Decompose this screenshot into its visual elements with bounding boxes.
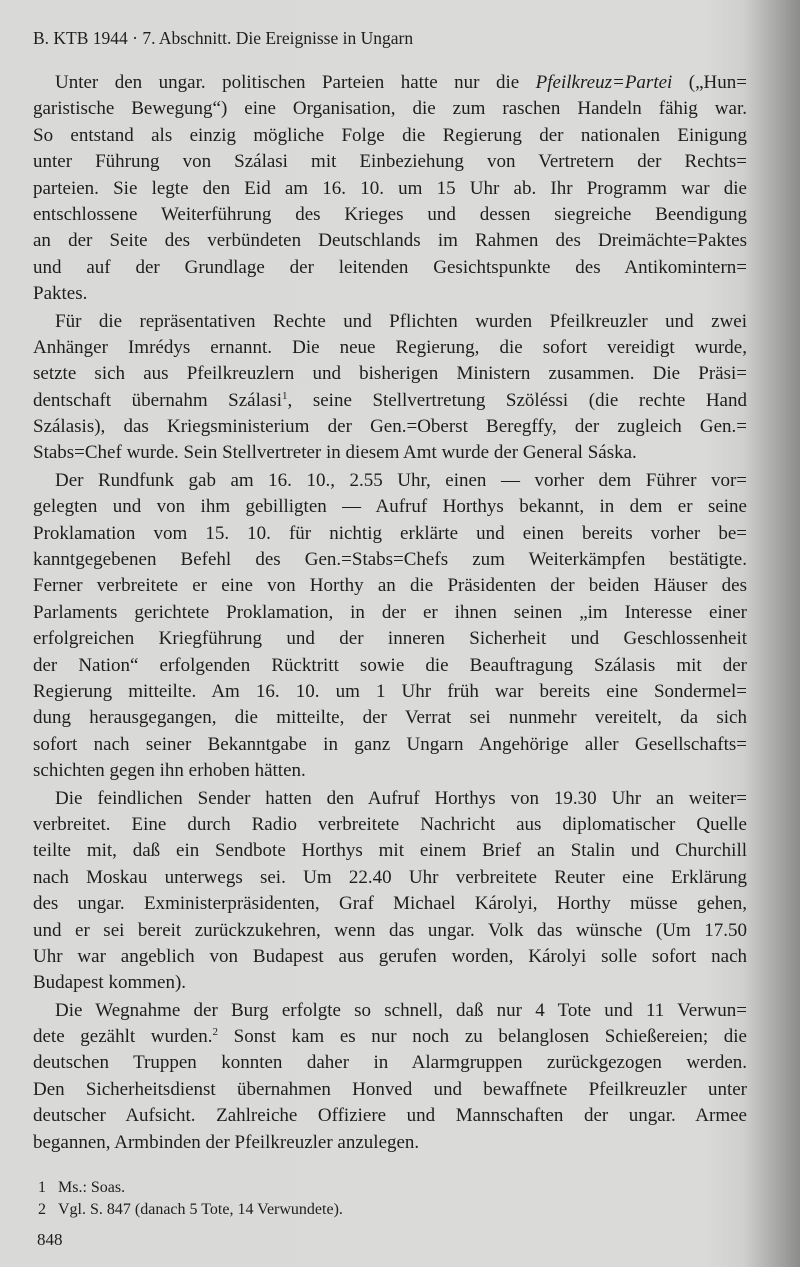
text-line [33, 388, 747, 414]
footnote [38, 1177, 343, 1199]
text-line: der Nation“ erfolgenden Rücktritt sowie die Beauftragung Szálasis mit der [33, 654, 747, 676]
text-segment: dentschaft übernahm Szálasi [33, 389, 283, 411]
text-line [33, 1024, 747, 1050]
text-segment: Unter den ungar. politischen Parteien hatte nur die [55, 72, 536, 93]
text-line: Der Rundfunk gab am 16. 10., 2.55 Uhr, einen — vorher dem Führer vor= [55, 469, 747, 491]
text-line: verbreitet. Eine durch Radio verbreitete Nachricht aus diplomatischer Quelle [33, 813, 747, 835]
text-line: entschlossene Weiterführung des Krieges und dessen siegreiche Beendigung [33, 203, 747, 225]
footnote-reference: 2 [212, 1026, 218, 1039]
text-line: Budapest kommen). [33, 972, 187, 994]
text-segment: („Hun= [672, 72, 747, 93]
text-line: teilte mit, daß ein Sendbote Horthys mit einem Brief an Stalin und Churchill [33, 840, 747, 862]
footnote-number: 2 [38, 1201, 46, 1218]
text-line: Ferner verbreitete er eine von Horthy an die Präsidenten der beiden Häuser des [33, 575, 747, 597]
paragraph [33, 786, 747, 997]
text-line: So entstand als einzig mögliche Folge die Regierung der nationalen Einigung [33, 124, 747, 146]
text-line [33, 70, 747, 96]
text-line: Parlaments gerichtete Proklamation, in der er ihnen seinen „im Interesse einer [33, 601, 747, 623]
text-segment: dete gezählt wurden. [33, 1026, 213, 1048]
text-line: Uhr war angeblich von Budapest aus gerufen worden, Károlyi solle sofort nach [33, 945, 747, 967]
text-line: nach Moskau unterwegs sei. Um 22.40 Uhr verbreitete Reuter eine Erklärung [33, 866, 747, 888]
text-line: des ungar. Exministerpräsidenten, Graf Michael Károlyi, Horthy müsse gehen, [33, 893, 747, 915]
body-text [33, 70, 747, 1157]
text-line: Regierung mitteilte. Am 16. 10. um 1 Uhr früh war bereits eine Sondermel= [33, 680, 747, 702]
footnote-number: 1 [38, 1179, 46, 1196]
text-line: Den Sicherheitsdienst übernahmen Honved und bewaffnete Pfeilkreuzler unter [33, 1078, 747, 1100]
text-line: Die Wegnahme der Burg erfolgte so schnell, daß nur 4 Tote und 11 Verwun= [55, 999, 747, 1021]
text-line: Die feindlichen Sender hatten den Aufruf Horthys von 19.30 Uhr an weiter= [55, 787, 747, 809]
text-line: und auf der Grundlage der leitenden Gesichtspunkte des Antikomintern= [33, 256, 747, 278]
text-line: sofort nach seiner Bekanntgabe in ganz Ungarn Angehörige aller Gesellschafts= [33, 733, 747, 755]
text-line: deutschen Truppen konnten daher in Alarmgruppen zurückgezogen werden. [33, 1052, 747, 1074]
text-line: deutscher Aufsicht. Zahlreiche Offiziere und Mannschaften der ungar. Armee [33, 1105, 747, 1127]
footnote [38, 1199, 343, 1221]
text-line: gelegten und von ihm gebilligten — Aufruf Horthys bekannt, in dem er seine [33, 496, 747, 518]
text-line: kanntgegebenen Befehl des Gen.=Stabs=Chefs zum Weiterkämpfen bestätigte. [33, 549, 747, 571]
text-line: Anhänger Imrédys ernannt. Die neue Regierung, die sofort vereidigt wurde, [33, 336, 747, 358]
footnote-text: Vgl. S. 847 (danach 5 Tote, 14 Verwundete). [58, 1201, 343, 1218]
text-segment: , seine Stellvertretung Szöléssi (die rechte Hand [287, 389, 747, 411]
text-line: setzte sich aus Pfeilkreuzlern und bisherigen Ministern zusammen. Die Präsi= [33, 363, 747, 385]
text-segment: Sonst kam es nur noch zu belanglosen Schießereien; die [218, 1026, 747, 1048]
text-line: Für die repräsentativen Rechte und Pflichten wurden Pfeilkreuzler und zwei [55, 310, 747, 332]
footnote-text: Ms.: Soas. [58, 1179, 126, 1196]
paragraph [33, 309, 747, 467]
paragraph [33, 998, 747, 1156]
text-line: dung herausgegangen, die mitteilte, der Verrat sei nunmehr vereitelt, da sich [33, 707, 747, 729]
running-header: B. KTB 1944 · 7. Abschnitt. Die Ereignisse in Ungarn [33, 28, 414, 48]
text-line: und er sei bereit zurückzukehren, wenn das ungar. Volk das wünsche (Um 17.50 [33, 919, 747, 941]
text-line: Proklamation vom 15. 10. für nichtig erklärte und einen bereits vorher be= [33, 522, 747, 544]
text-line: an der Seite des verbündeten Deutschlands im Rahmen des Dreimächte=Paktes [33, 230, 747, 252]
page-number: 848 [37, 1230, 63, 1249]
footnotes [38, 1177, 343, 1221]
text-line: Stabs=Chef wurde. Sein Stellvertreter in diesem Amt wurde der General Sáska. [33, 442, 637, 464]
text-line: parteien. Sie legte den Eid am 16. 10. um 15 Uhr ab. Ihr Programm war die [33, 177, 747, 199]
text-line: Szálasis), das Kriegsministerium der Gen.=Oberst Beregffy, der zugleich Gen.= [33, 416, 747, 438]
text-line: unter Führung von Szálasi mit Einbeziehung von Vertretern der Rechts= [33, 151, 747, 173]
paragraph [33, 70, 747, 308]
text-line: garistische Bewegung“) eine Organisation, die zum raschen Handeln fähig war. [33, 98, 747, 120]
paragraph [33, 468, 747, 785]
text-line: erfolgreichen Kriegführung und der inneren Sicherheit und Geschlossenheit [33, 628, 747, 650]
italic-term: Pfeilkreuz=Partei [535, 72, 673, 93]
text-line: begannen, Armbinden der Pfeilkreuzler anzulegen. [33, 1131, 420, 1153]
text-line: Paktes. [33, 283, 88, 305]
footnote-reference: 1 [282, 389, 288, 402]
text-line: schichten gegen ihn erhoben hätten. [33, 760, 306, 782]
